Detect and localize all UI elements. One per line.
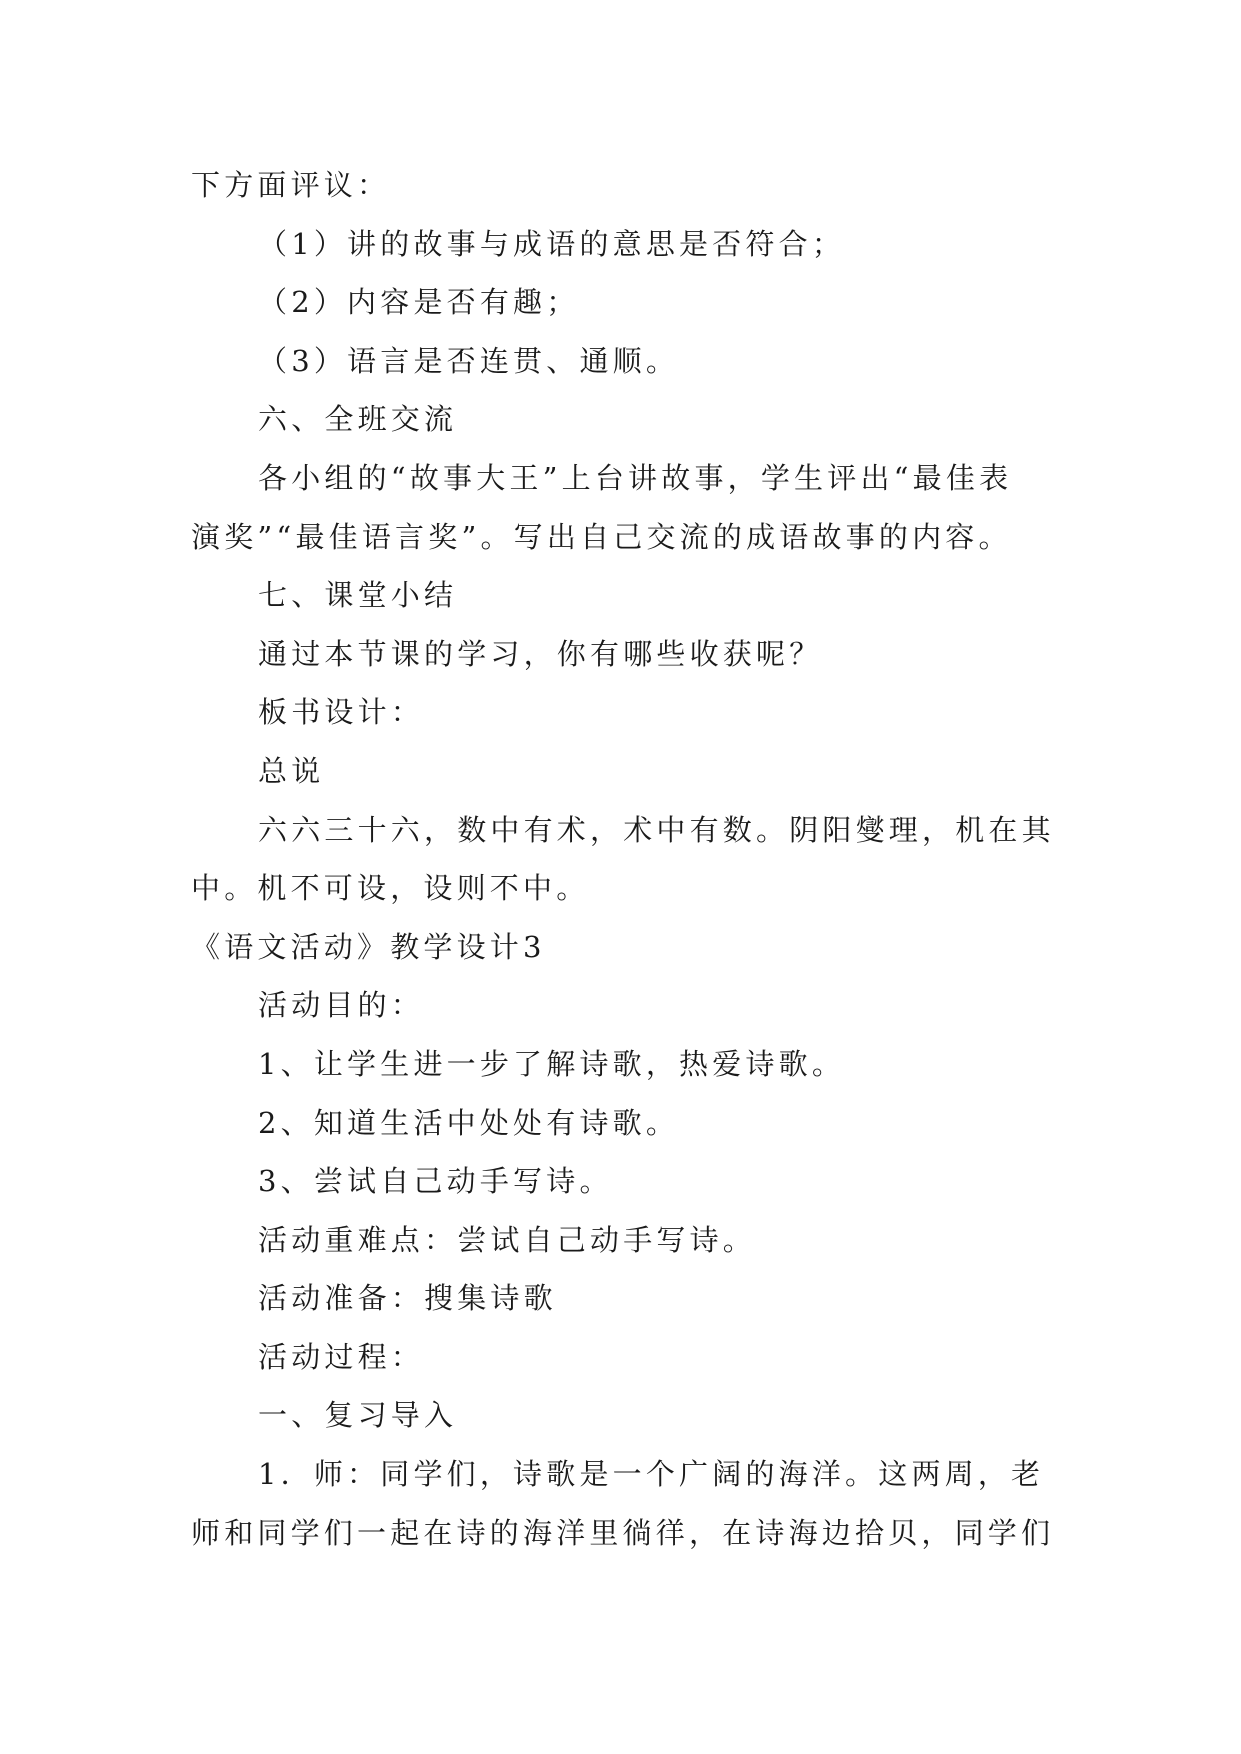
section-heading: 七、课堂小结 <box>258 578 458 613</box>
body-paragraph-line: 师和同学们一起在诗的海洋里徜徉，在诗海边拾贝，同学们 <box>191 1515 1055 1550</box>
body-line: 活动准备：搜集诗歌 <box>258 1281 557 1316</box>
criteria-item: （2）内容是否有趣； <box>258 285 580 320</box>
section-heading: 六、全班交流 <box>258 402 458 437</box>
section-heading: 一、复习导入 <box>258 1398 458 1433</box>
objective-item: 3、尝试自己动手写诗。 <box>258 1164 613 1199</box>
criteria-item: （1）讲的故事与成语的意思是否符合； <box>258 226 846 261</box>
body-line: 下方面评议： <box>191 168 391 202</box>
body-line: 通过本节课的学习，你有哪些收获呢？ <box>258 636 823 671</box>
board-heading: 总说 <box>258 753 325 788</box>
body-paragraph-line: 演奖”“最佳语言奖”。写出自己交流的成语故事的内容。 <box>191 519 1012 554</box>
subheading: 活动目的： <box>258 988 425 1023</box>
objective-item: 1、让学生进一步了解诗歌，热爱诗歌。 <box>258 1046 846 1081</box>
body-paragraph-line: 1．师：同学们，诗歌是一个广阔的海洋。这两周，老 <box>258 1457 1045 1492</box>
board-design-label: 板书设计： <box>258 695 425 730</box>
body-paragraph-line: 六六三十六，数中有术，术中有数。阴阳燮理，机在其 <box>258 812 1055 847</box>
document-body <box>191 156 1091 1562</box>
body-line: 活动重难点：尝试自己动手写诗。 <box>258 1222 757 1257</box>
subheading: 活动过程： <box>258 1339 425 1374</box>
body-paragraph-line: 各小组的“故事大王”上台讲故事，学生评出“最佳表 <box>258 460 1013 495</box>
document-title: 《语文活动》教学设计3 <box>191 929 546 964</box>
body-paragraph-line: 中。机不可设，设则不中。 <box>191 871 590 906</box>
objective-item: 2、知道生活中处处有诗歌。 <box>258 1105 680 1140</box>
criteria-item: （3）语言是否连贯、通顺。 <box>258 343 680 378</box>
